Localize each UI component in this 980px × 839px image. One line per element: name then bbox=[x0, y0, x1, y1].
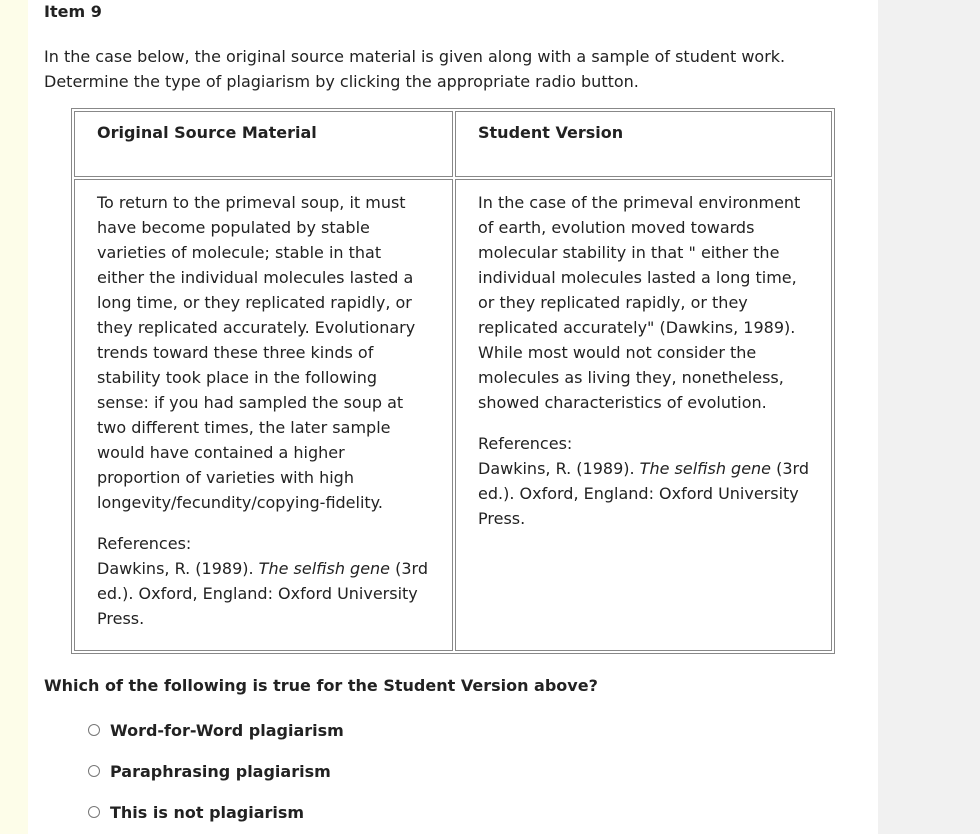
reference-citation bbox=[97, 556, 432, 631]
radio-button[interactable] bbox=[88, 724, 100, 736]
student-references bbox=[478, 431, 811, 531]
table-body-row bbox=[74, 179, 832, 651]
references-label: References: bbox=[478, 434, 573, 453]
original-references bbox=[97, 531, 432, 631]
citation-suffix: (3rd ed.). Oxford, England: Oxford University Press. bbox=[97, 559, 428, 628]
reference-citation bbox=[478, 456, 811, 531]
references-label: References: bbox=[97, 534, 192, 553]
option-label: This is not plagiarism bbox=[110, 802, 305, 822]
option-paraphrasing[interactable] bbox=[88, 757, 344, 785]
item-title: Item 9 bbox=[44, 2, 102, 21]
comparison-table bbox=[71, 108, 835, 654]
citation-prefix: Dawkins, R. (1989). bbox=[97, 559, 259, 578]
citation-title: The selfish gene bbox=[639, 459, 772, 478]
instructions-line-1: In the case below, the original source material is given along with a sample of student work. bbox=[44, 47, 786, 66]
citation-suffix: (3rd ed.). Oxford, England: Oxford University Press. bbox=[478, 459, 809, 528]
original-source-cell bbox=[74, 179, 453, 651]
option-label: Word-for-Word plagiarism bbox=[110, 720, 344, 740]
table-header-row bbox=[74, 111, 832, 177]
header-student: Student Version bbox=[455, 111, 832, 177]
student-version-cell bbox=[455, 179, 832, 651]
student-version-text: In the case of the primeval environment of earth, evolution moved towards molecular stability in that " either the individual molecules lasted a long time, or they replicated rapidly, or they replicated accurately" (Dawkins, 1989). While most would not consider the molecules as living they, nonetheless, showed characteristics of evolution. bbox=[478, 193, 801, 412]
citation-title: The selfish gene bbox=[258, 559, 391, 578]
answer-options bbox=[88, 716, 344, 839]
question-text: Which of the following is true for the Student Version above? bbox=[44, 676, 598, 695]
instructions bbox=[44, 44, 844, 94]
original-source-text: To return to the primeval soup, it must have become populated by stable varieties of molecule; stable in that either the individual molecules lasted a long time, or they replicated rapidly, or they replicated accurately. Evolutionary trends toward these three kinds of stability took place in the following sense: if you had sampled the soup at two different times, the later sample would have contained a higher proportion of varieties with high longevity/fecundity/copying-fidelity. bbox=[97, 193, 416, 512]
option-word-for-word[interactable] bbox=[88, 716, 344, 744]
citation-prefix: Dawkins, R. (1989). bbox=[478, 459, 640, 478]
right-side-panel bbox=[878, 0, 980, 834]
option-label: Paraphrasing plagiarism bbox=[110, 761, 331, 781]
radio-button[interactable] bbox=[88, 765, 100, 777]
radio-button[interactable] bbox=[88, 806, 100, 818]
option-not-plagiarism[interactable] bbox=[88, 798, 344, 826]
instructions-line-2: Determine the type of plagiarism by clicking the appropriate radio button. bbox=[44, 72, 639, 91]
left-margin-strip bbox=[0, 0, 28, 834]
header-original: Original Source Material bbox=[74, 111, 453, 177]
